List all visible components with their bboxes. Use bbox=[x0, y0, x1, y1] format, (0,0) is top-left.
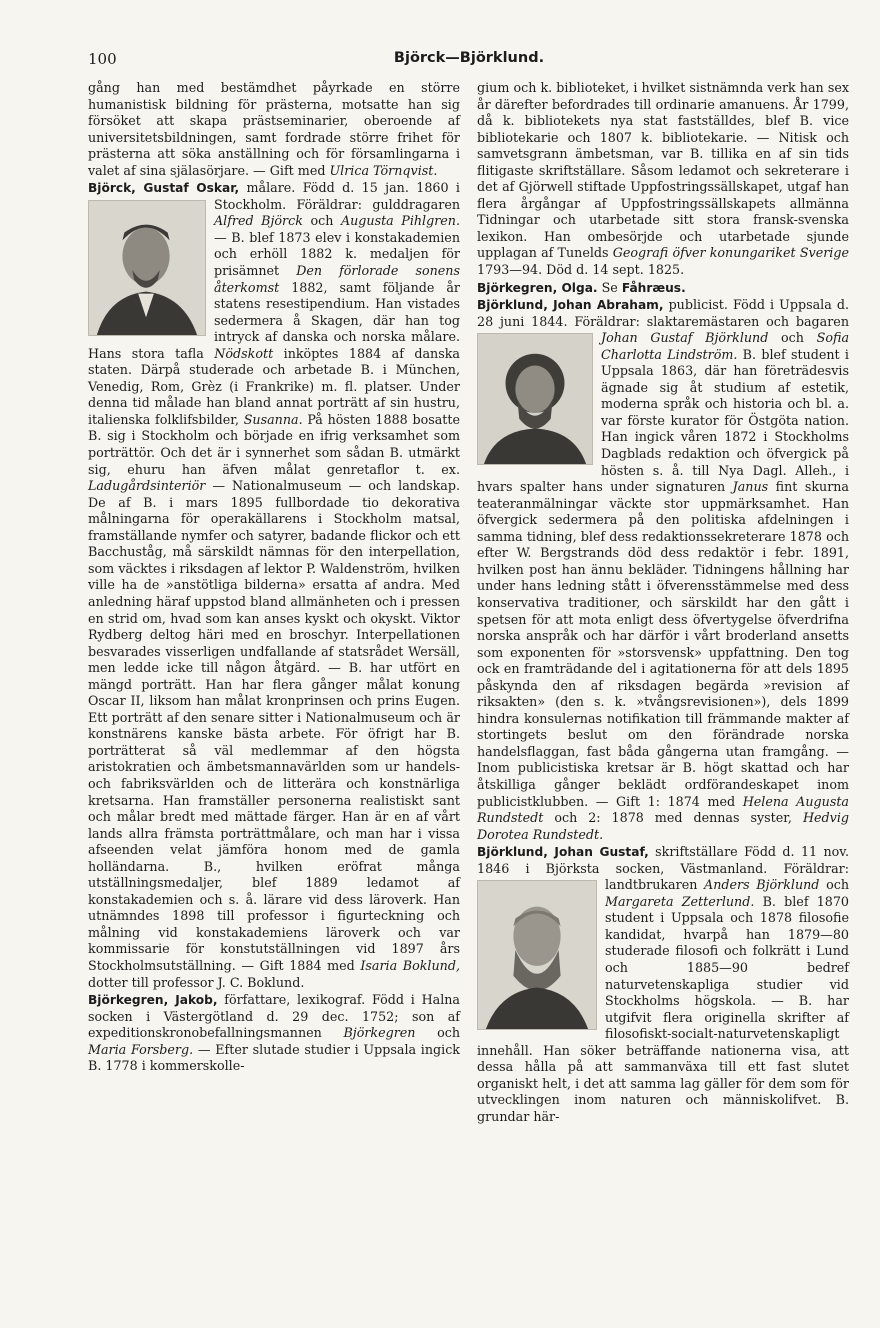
entry-bjorklund-johan-abraham: Björklund, Johan Abraham, publicist. Född i Uppsala d. 28 juni 1844. Föräldrar: slaktaremästaren och bagaren Johan Gustaf Björklund och Sofia Charlotta Lindström. B. blef student i Uppsala 1863, där han företrädesvis ägnade sig åt studium af estetik, moderna språk och historia och bl. a. var förste kurator för Östgöta nation. Han ingick våren 1872 i Stockholms Dagblads redaktion och öfvergick på hösten s. å. till Nya Dagl. Alleh., i hvars spalter hans under signaturen Janus fint skurna teateranmälningar väckte stor uppmärksamhet. Han öfvergick sedermera på den politiska afdelningen i samma tidning, blef dess redaktionssekreterare 1878 och efter W. Bergstrands död dess redaktör i febr. 1891, hvilken post han ännu bekläder. Tidningens hållning har under hans ledning stått i öfverensstämmelse med dess konservativa traditioner, och särskildt har den gått i spetsen för att mota enligt dess öfvertygelse öfverdrifna norska anspråk och har därför i vårt broderland ansetts som exponenten för »storsvensk» uppfattning. Den tog ock en framträdande del i agitationerna för att dels 1895 påskynda den af riksdagen begärda »revision af riksakten» (den s. k. »tvångsrevisionen»), dels 1899 hindra konsulernas notifikation till främmande makter af stortingets beslut om den förändrade norska handelsflaggan, fast båda gångerna utan framgång. — Inom publicistiska kretsar är B. högt skattad och har åtskilliga gånger beklädt ordförandeskapet inom publicistklubben. — Gift 1: 1874 med Helena Augusta Rundstedt och 2: 1878 med dennas syster, Hedvig Dorotea Rundstedt. bbox=[477, 297, 850, 842]
portrait-johan-abraham-bjorklund bbox=[477, 333, 593, 465]
entry-bjorck-gustaf-oskar: Björck, Gustaf Oskar, målare. Född d. 15 jan. 1860 i Stockholm. Föräldrar: gulddragaren Alfred Björck och Augusta Pihlgren. — B. blef 1873 elev i konstakademien och erhöll 1882 k. medaljen för prisämnet Den förlorade sonens återkomst 1882, samt följande år statens resestipendium. Han vistades sedermera å Skagen, där han tog intryck af danska och norska målare. Hans stora tafla Nödskott inköptes 1884 af danska staten. Därpå studerade och arbetade B. i München, Venedig, Rom, Grèz (i Frankrike) m. fl. platser. Under denna tid målade han bland annat porträtt af sin hustru, italienska folklifsbilder, Susanna. På hösten 1888 bosatte B. sig i Stockholm och började en ifrig verksamhet som porträttör. Och det är i synnerhet som sådan B. utmärkt sig, ehuru han äfven målat genretaflor t. ex. Ladugårdsinteriör — Nationalmuseum — och landskap. De af B. i mars 1895 fullbordade tio dekorativa målningarna för operakällarens i Stockholm matsal, framställande nymfer och satyrer, badande flickor och ett Bacchuståg, må särskildt nämnas för den interpellation, som väcktes i riksdagen af lektor P. Waldenström, hvilken ville ha de »anstötliga bilderna» ersatta af andra. Med anledning häraf uppstod bland allmänheten och i pressen en strid om, hvad som kan anses kyskt och okyskt. Viktor Rydberg deltog häri med en broschyr. Interpellationen besvarades visserligen undfallande af statsrådet Wersäll, men ledde icke till någon åtgärd. — B. har utfört en mängd porträtt. Han har flera gånger målat konung Oscar II, liksom han målat kronprinsen och prins Eugen. Ett porträtt af den senare sitter i Nationalmuseum och är konstnärens kanske bästa arbete. För öfrigt har B. porträtterat så väl medlemmar af den högsta aristokratien och ämbetsmannavärlden som ur handels- och fabriksvärlden och de litterära och konstnärliga kretsarna. Han framställer personerna realistiskt sant och målar bredt med mättade färger. Han är en af vårt lands allra främsta porträttmålare, och man har i vissa afseenden velat jämföra honom med de gamla holländarna. B., hvilken eröfrat många utställningsmedaljer, blef 1889 ledamot af konstakademien och s. å. lärare vid dess läroverk. Han utnämndes 1898 till professor i figurteckning och målning vid konstakademiens läroverk och var kommissarie för konstutställningen vid 1897 års Stockholmsutställning. — Gift 1884 med Isaria Boklund, dotter till professor J. C. Boklund. bbox=[88, 180, 461, 990]
page-header bbox=[88, 48, 850, 70]
entry-continuation: gium och k. biblioteket, i hvilket sistnämnda verk han sex år därefter befordrades till ordinarie amanuens. År 1799, då k. bibliotekets nya stat fastställdes, blef B. vice bibliotekarie och 1807 k. bibliotekarie. — Nitisk och samvetsgrann ämbetsman, var B. tillika en af sin tids flitigaste skriftställare. Såsom ledamot och sekreterare i det af Gjörwell stiftade Uppfostringssällskapet, utgaf han flera årgångar af Uppfostringssällskapets allmänna Tidningar och utarbetade sitt stora fransk-svenska lexikon. Han ombesörjde och utarbetade sjunde upplagan af Tunelds Geografi öfver konungariket Sverige 1793—94. Död d. 14 sept. 1825. bbox=[477, 80, 849, 278]
entry-heading: Björklund, Johan Gustaf, bbox=[477, 845, 649, 860]
page-number: 100 bbox=[88, 50, 117, 68]
entry-bjorklund-johan-gustaf: Björklund, Johan Gustaf, skriftställare Född d. 11 nov. 1846 i Björksta socken, Västmanland. Föräldrar: landtbrukaren Anders Björklund och Margareta Zetterlund. B. blef 1870 student i Uppsala och 1878 filosofie kandidat, hvarpå han 1879—80 studerade filosofi och folkrätt i Lund och 1885—90 bedref naturvetenskapliga studier vid Stockholms högskola. — B. har utgifvit flera originella skrifter af filosofiskt-socialt-naturvetenskapligt innehåll. Han söker beträffande nationerna visa, att dessa hålla på att sammanväxa till ett fast slutet organiskt helt, i det att samma lag gäller för dem som för utvecklingen inom naturen och människolifvet. B. grundar här- bbox=[477, 844, 850, 1124]
entry-bjorkegren-jakob: Björkegren, Jakob, författare, lexikograf. Född i Halna socken i Västergötland d. 29 dec. 1752; son af expeditionskronobefallningsmannen Björkegren och Maria Forsberg. — Efter slutade studier i Uppsala ingick B. 1778 i kommerskolle- bbox=[88, 992, 461, 1074]
entry-continuation: gång han med bestämdhet påyrkade en större humanistisk bildning för prästerna, motsatte han sig försöket att skapa prästseminarier, oberoende af universitetsbildningen, samt fordrade större frihet för prästerna att söka anställning och för församlingarna i valet af sina själasörjare. — Gift med Ulrica Törnqvist. bbox=[88, 80, 460, 178]
entry-heading: Björck, Gustaf Oskar, bbox=[88, 181, 240, 196]
entry-heading: Björkegren, Olga. bbox=[477, 280, 598, 295]
portrait-johan-gustaf-bjorklund bbox=[477, 880, 597, 1030]
running-head: Björck—Björklund. bbox=[393, 50, 545, 66]
cross-reference: Fåhræus. bbox=[621, 280, 686, 295]
entry-heading: Björkegren, Jakob, bbox=[88, 993, 218, 1008]
entry-heading: Björklund, Johan Abraham, bbox=[477, 298, 664, 313]
right-column bbox=[477, 80, 849, 1125]
left-column bbox=[88, 80, 460, 1075]
portrait-gustaf-oskar-bjorck bbox=[88, 200, 206, 336]
entry-bjorkegren-olga: Björkegren, Olga. Se Fåhræus. bbox=[477, 279, 686, 295]
